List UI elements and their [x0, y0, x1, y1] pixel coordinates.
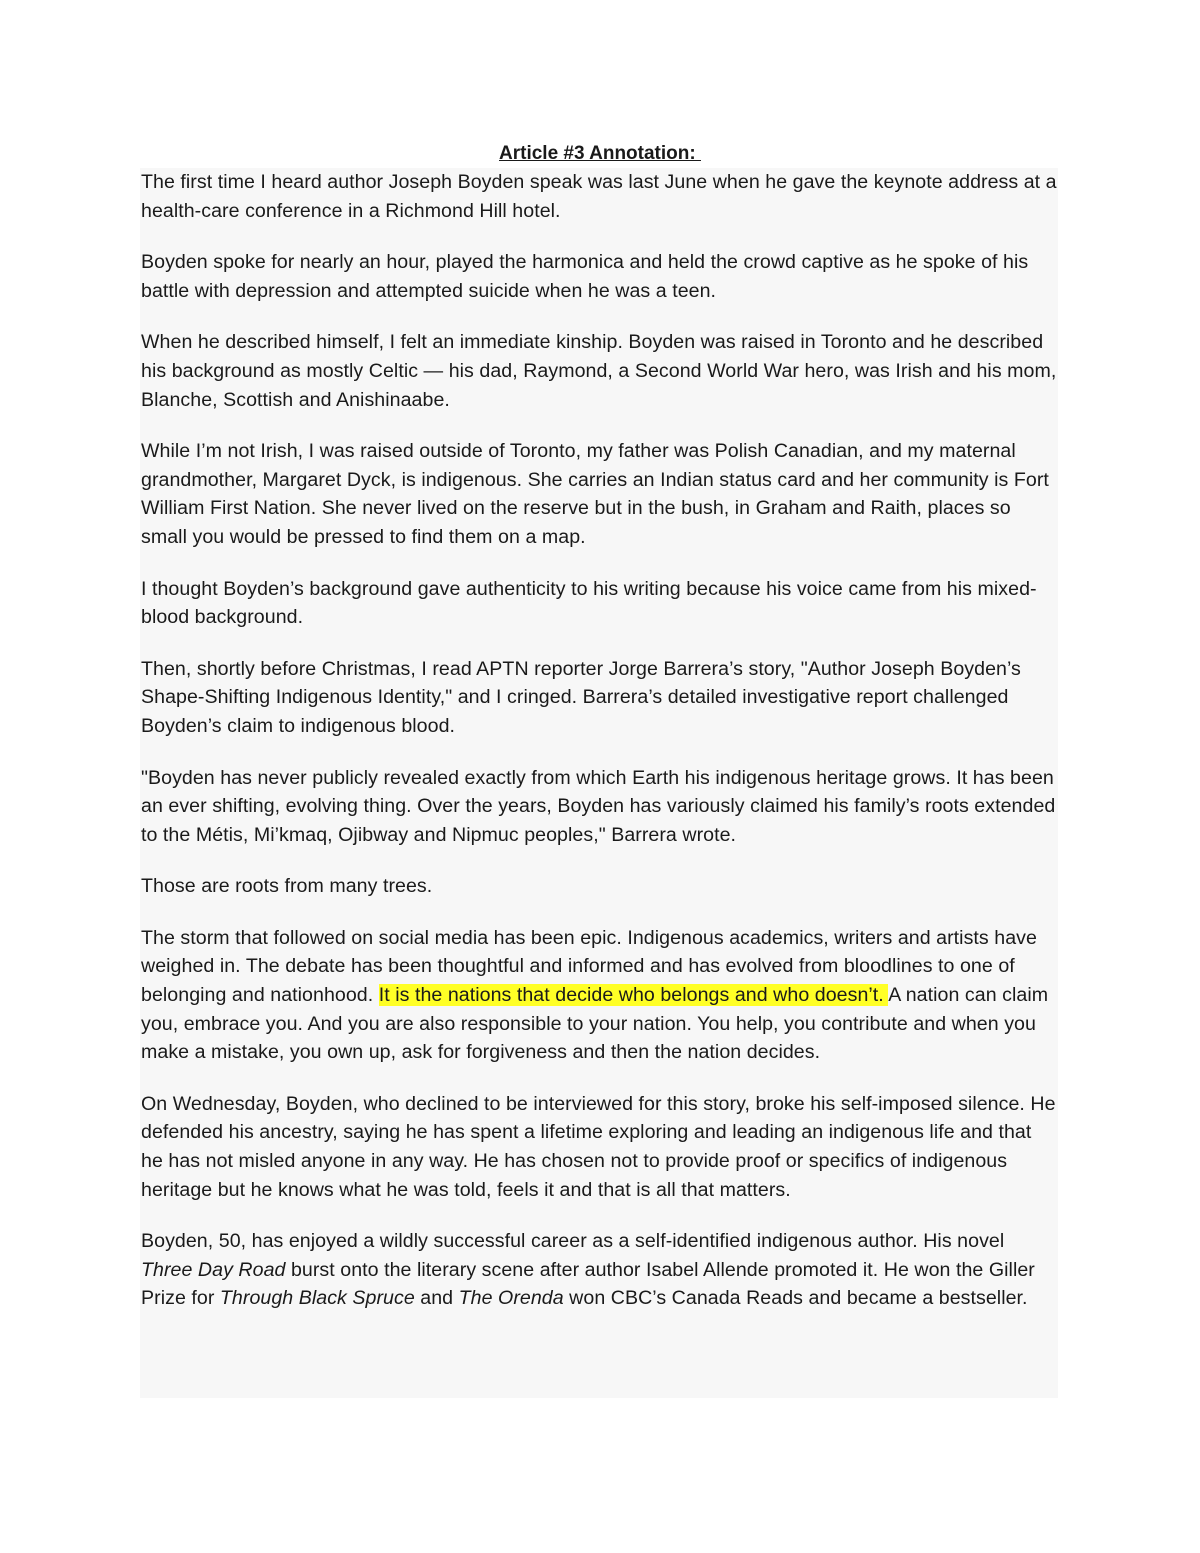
paragraph-career [141, 1227, 1057, 1313]
paragraph-harmonica: Boyden spoke for nearly an hour, played the harmonica and held the crowd captive as he spoke of his battle with depression and attempted suicide when he was a teen. [141, 251, 1029, 302]
book-title-the-orenda: The Orenda [458, 1287, 564, 1310]
paragraph-first-time: The first time I heard author Joseph Boyden speak was last June when he gave the keynote address at a health-care conference in a Richmond Hill hotel. [141, 171, 1057, 222]
paragraph-aptn-story: Then, shortly before Christmas, I read APTN reporter Jorge Barrera’s story, "Author Joseph Boyden’s Shape-Shifting Indigenous Identity," and I cringed. Barrera’s detailed investigative report challenged Boyden’s claim to indigenous blood. [141, 657, 1021, 737]
career-text-3: and [414, 1287, 459, 1310]
paragraph-kinship: When he described himself, I felt an immediate kinship. Boyden was raised in Toronto and he described his background as mostly Celtic — his dad, Raymond, a Second World War hero, was Irish and his mom, Blanche, Scottish and Anishinaabe. [141, 331, 1057, 411]
storm-text-after: A nation can claim you, embrace you. And you are also responsible to your nation. You help, you contribute and when you make a mistake, you own up, ask for forgiveness and then the nation decides. [141, 984, 1049, 1064]
paragraph-authenticity: I thought Boyden’s background gave authenticity to his writing because his voice came from his mixed-blood background. [141, 577, 1037, 629]
book-title-three-day-road: Three Day Road [141, 1258, 286, 1281]
career-text-1: Boyden, 50, has enjoyed a wildly successful career as a self-identified indigenous author. His novel [141, 1230, 1005, 1253]
book-title-through-black-spruce: Through Black Spruce [219, 1287, 415, 1310]
article-body [140, 168, 1058, 1398]
paragraph-wednesday: On Wednesday, Boyden, who declined to be interviewed for this story, broke his self-imposed silence. He defended his ancestry, saying he has spent a lifetime exploring and leading an indigenous life and that he has not misled anyone in any way. He has chosen not to provide proof or specifics of indigenous heritage but he knows what he was told, feels it and that is all that matters. [141, 1092, 1056, 1201]
paragraph-grandmother: While I’m not Irish, I was raised outside of Toronto, my father was Polish Canadian, and my maternal grandmother, Margaret Dyck, is indigenous. She carries an Indian status card and her community is Fort William First Nation. She never lived on the reserve but in the bush, in Graham and Raith, places so small you would be pressed to find them on a map. [141, 440, 1049, 548]
paragraph-storm [141, 924, 1057, 1067]
page-title: Article #3 Annotation: [499, 143, 701, 164]
paragraph-barrera-quote: "Boyden has never publicly revealed exactly from which Earth his indigenous heritage grows. It has been an ever shifting, evolving thing. Over the years, Boyden has variously claimed his family’s roots extended to the Métis, Mi’kmaq, Ojibway and Nipmuc peoples," Barrera wrote. [141, 766, 1056, 846]
paragraph-roots: Those are roots from many trees. [141, 875, 433, 898]
career-text-4: won CBC’s Canada Reads and became a bestseller. [563, 1287, 1028, 1310]
storm-text-before: The storm that followed on social media has been epic. Indigenous academics, writers and artists have weighed in. The debate has been thoughtful and informed and has evolved from bloodlines to one of belonging and nationhood. [141, 926, 1037, 1007]
highlighted-annotation: It is the nations that decide who belongs and who doesn’t. [378, 984, 889, 1007]
career-text-2: burst onto the literary scene after author Isabel Allende promoted it. He won the Giller Prize for [141, 1258, 1035, 1310]
